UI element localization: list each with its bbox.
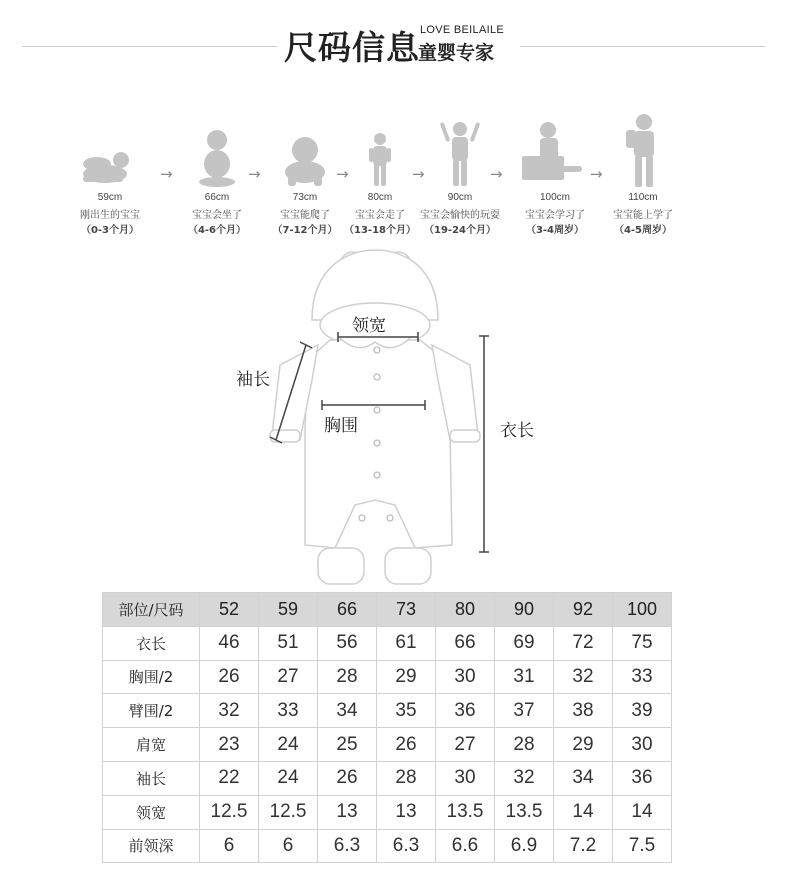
stage-height: 100cm — [539, 192, 570, 203]
table-row — [103, 761, 672, 795]
row-label: 臂围/2 — [103, 694, 200, 728]
table-cell: 30 — [436, 761, 495, 795]
sleeve-length-label: 袖长 — [236, 370, 270, 390]
table-cell: 36 — [613, 761, 672, 795]
table-cell: 12.5 — [200, 795, 259, 829]
stage-height: 73cm — [292, 192, 318, 203]
table-cell: 36 — [436, 694, 495, 728]
romper-outline — [0, 240, 790, 590]
table-row — [103, 694, 672, 728]
table-cell: 13 — [318, 795, 377, 829]
table-cell: 26 — [377, 728, 436, 762]
child-school-icon — [598, 112, 688, 187]
stage-age: （4-6个月） — [187, 225, 247, 236]
table-cell: 32 — [554, 660, 613, 694]
table-cell: 24 — [259, 728, 318, 762]
arrow-icon: → — [590, 165, 603, 183]
table-cell: 30 — [613, 728, 672, 762]
row-label: 衣长 — [103, 626, 200, 660]
table-cell: 14 — [554, 795, 613, 829]
stage-age: （13-18个月） — [344, 225, 416, 236]
stage-description: 宝宝会坐了 — [192, 210, 242, 221]
table-cell: 6.9 — [495, 829, 554, 863]
row-label: 胸围/2 — [103, 660, 200, 694]
table-cell: 13.5 — [495, 795, 554, 829]
length-label: 衣长 — [500, 421, 534, 441]
table-cell: 29 — [554, 728, 613, 762]
table-cell: 7.2 — [554, 829, 613, 863]
size-header: 59 — [259, 593, 318, 627]
size-header: 52 — [200, 593, 259, 627]
brand-chinese: 童婴专家 — [418, 42, 495, 64]
header-rule-right — [520, 46, 765, 47]
table-cell: 14 — [613, 795, 672, 829]
table-cell: 39 — [613, 694, 672, 728]
table-cell: 72 — [554, 626, 613, 660]
row-label: 前领深 — [103, 829, 200, 863]
table-cell: 75 — [613, 626, 672, 660]
table-row — [103, 728, 672, 762]
table-cell: 28 — [377, 761, 436, 795]
table-header-row — [103, 593, 672, 627]
chest-label: 胸围 — [324, 416, 358, 436]
stage-age: （0-3个月） — [80, 225, 140, 236]
stage-age: （19-24个月） — [424, 225, 496, 236]
header-rule-left — [22, 46, 277, 47]
table-cell: 6.3 — [377, 829, 436, 863]
table-cell: 12.5 — [259, 795, 318, 829]
table-row — [103, 626, 672, 660]
table-cell: 6 — [200, 829, 259, 863]
table-cell: 37 — [495, 694, 554, 728]
newborn-lying-icon — [65, 112, 155, 187]
size-header: 92 — [554, 593, 613, 627]
table-cell: 26 — [200, 660, 259, 694]
table-row — [103, 795, 672, 829]
table-cell: 27 — [436, 728, 495, 762]
row-label: 肩宽 — [103, 728, 200, 762]
table-cell: 66 — [436, 626, 495, 660]
arrow-icon: → — [490, 165, 503, 183]
table-cell: 61 — [377, 626, 436, 660]
table-cell: 31 — [495, 660, 554, 694]
stage-height: 59cm — [97, 192, 123, 203]
stage-height: 90cm — [447, 192, 473, 203]
stage-description: 宝宝会愉快的玩耍 — [420, 210, 500, 221]
table-cell: 34 — [318, 694, 377, 728]
child-studying-icon — [510, 112, 600, 187]
table-cell: 33 — [613, 660, 672, 694]
table-cell: 6 — [259, 829, 318, 863]
size-header: 80 — [436, 593, 495, 627]
size-header: 66 — [318, 593, 377, 627]
garment-diagram — [0, 240, 790, 590]
row-label: 袖长 — [103, 761, 200, 795]
table-cell: 33 — [259, 694, 318, 728]
page-title: 尺码信息 — [284, 28, 420, 67]
table-cell: 26 — [318, 761, 377, 795]
table-row — [103, 660, 672, 694]
table-cell: 56 — [318, 626, 377, 660]
table-cell: 35 — [377, 694, 436, 728]
table-cell: 32 — [495, 761, 554, 795]
stage-description: 宝宝会学习了 — [525, 210, 585, 221]
table-cell: 32 — [200, 694, 259, 728]
arrow-icon: → — [160, 165, 173, 183]
stage-age: （4-5周岁） — [613, 225, 673, 236]
table-cell: 23 — [200, 728, 259, 762]
stage-description: 宝宝能爬了 — [280, 210, 330, 221]
table-cell: 38 — [554, 694, 613, 728]
stage-description: 宝宝能上学了 — [613, 210, 673, 221]
table-cell: 34 — [554, 761, 613, 795]
row-label: 领宽 — [103, 795, 200, 829]
table-cell: 69 — [495, 626, 554, 660]
stage-height: 80cm — [367, 192, 393, 203]
table-cell: 13.5 — [436, 795, 495, 829]
table-cell: 28 — [495, 728, 554, 762]
table-cell: 29 — [377, 660, 436, 694]
table-cell: 22 — [200, 761, 259, 795]
table-row — [103, 829, 672, 863]
stage-description: 刚出生的宝宝 — [80, 210, 140, 221]
table-cell: 51 — [259, 626, 318, 660]
size-table — [102, 592, 672, 863]
arrow-icon: → — [248, 165, 261, 183]
arrow-icon: → — [412, 165, 425, 183]
stage-age: （3-4周岁） — [525, 225, 585, 236]
table-cell: 6.3 — [318, 829, 377, 863]
table-cell: 25 — [318, 728, 377, 762]
table-cell: 7.5 — [613, 829, 672, 863]
brand-english: LOVE BEILAILE — [420, 24, 504, 36]
stage-description: 宝宝会走了 — [355, 210, 405, 221]
table-cell: 27 — [259, 660, 318, 694]
stage-height: 66cm — [204, 192, 230, 203]
table-cell: 24 — [259, 761, 318, 795]
table-cell: 30 — [436, 660, 495, 694]
size-header: 73 — [377, 593, 436, 627]
table-cell: 13 — [377, 795, 436, 829]
collar-width-label: 领宽 — [352, 316, 386, 336]
table-cell: 28 — [318, 660, 377, 694]
table-cell: 46 — [200, 626, 259, 660]
table-corner-header: 部位/尺码 — [103, 593, 200, 627]
arrow-icon: → — [336, 165, 349, 183]
stage-age: （7-12个月） — [272, 225, 338, 236]
size-header: 90 — [495, 593, 554, 627]
table-cell: 6.6 — [436, 829, 495, 863]
stage-height: 110cm — [628, 192, 658, 203]
size-header: 100 — [613, 593, 672, 627]
